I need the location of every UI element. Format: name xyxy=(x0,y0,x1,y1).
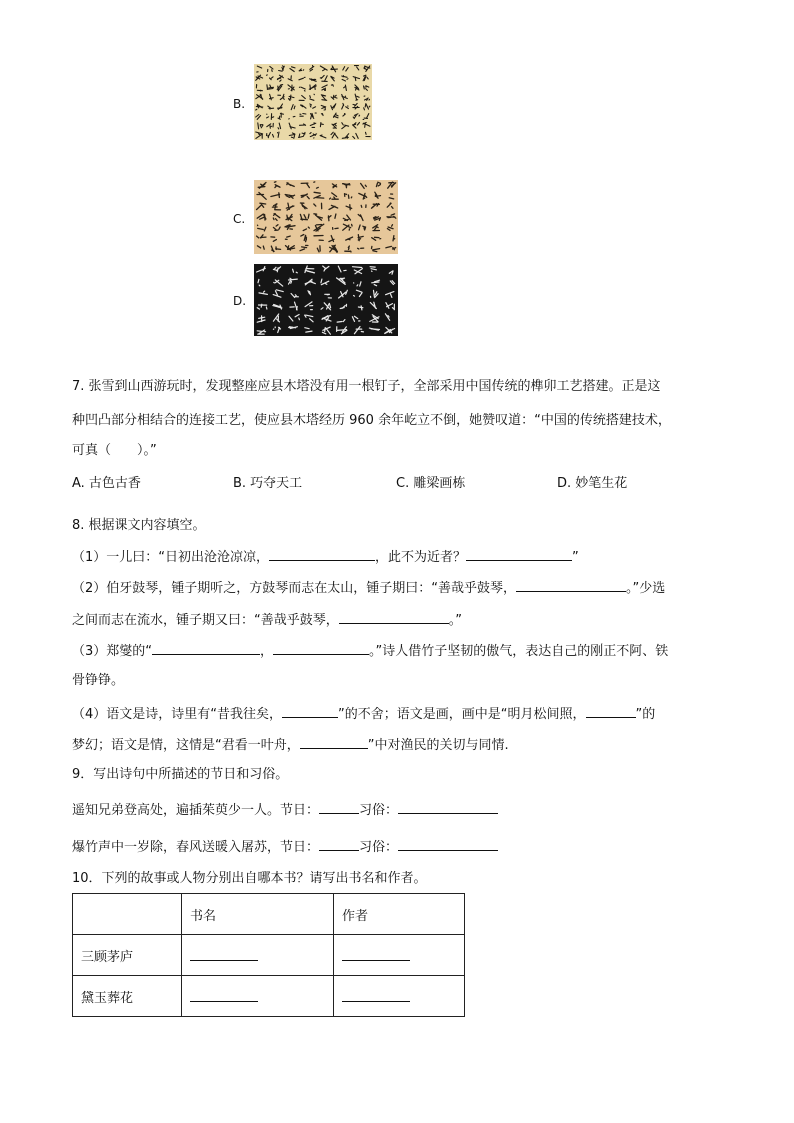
q9-row-1 xyxy=(72,799,498,821)
option-d-label: D. xyxy=(233,294,247,308)
table-row xyxy=(73,976,465,1017)
q9-1-festival-label: 节日： xyxy=(280,803,320,818)
table-row xyxy=(73,935,465,976)
q7-option-b: B. 巧夺天工 xyxy=(233,476,303,491)
q9-2-custom-blank[interactable] xyxy=(398,836,498,851)
q8-3-text-c: 。”诗人借竹子坚韧的傲气，表达自己的刚正不阿、铁 xyxy=(369,644,669,659)
book-title-blank-cell[interactable] xyxy=(182,976,334,1017)
q9-2-poem: 爆竹声中一岁除，春风送暖入屠苏， xyxy=(72,840,281,855)
q8-4-blank-3[interactable] xyxy=(300,734,368,749)
q8-1-blank-2[interactable] xyxy=(466,546,572,561)
q10-title: 10．下列的故事或人物分别出自哪本书？请写出书名和作者。 xyxy=(72,871,427,886)
q8-4-text-d: 梦幻；语文是情，这情是“君看一叶舟， xyxy=(72,738,300,753)
q9-1-custom-label: 习俗： xyxy=(359,803,399,818)
q9-1-festival-blank[interactable] xyxy=(319,799,359,814)
author-blank-cell[interactable] xyxy=(334,976,465,1017)
book-title-blank[interactable] xyxy=(190,946,258,961)
calligraphy-image-c xyxy=(254,180,398,254)
q8-3-blank-2[interactable] xyxy=(273,640,369,655)
table-header-cell: 书名 xyxy=(182,894,334,935)
q8-4-blank-2[interactable] xyxy=(586,703,636,718)
q7-option-d: D. 妙笔生花 xyxy=(557,476,628,491)
table-header-cell xyxy=(73,894,182,935)
q9-title: 9．写出诗句中所描述的节日和习俗。 xyxy=(72,767,289,782)
q7-option-c: C. 雕梁画栋 xyxy=(396,476,466,491)
q8-3-text-b: ， xyxy=(260,644,274,659)
table-header-cell: 作者 xyxy=(334,894,465,935)
book-title-blank-cell[interactable] xyxy=(182,935,334,976)
q8-4-text-b: ”的不舍；语文是画，画中是“明月松间照， xyxy=(338,707,586,722)
q10-table xyxy=(72,893,465,1017)
q7-line-3: 可真（ ）。” xyxy=(72,443,157,458)
q7-option-a: A. 古色古香 xyxy=(72,476,141,491)
q8-item-3-line-2: 骨铮铮。 xyxy=(72,673,125,688)
q8-3-blank-1[interactable] xyxy=(152,640,260,655)
q8-4-text-a: （4）语文是诗，诗里有“昔我往矣， xyxy=(72,707,283,722)
q7-line-2: 种凹凸部分相结合的连接工艺，使应县木塔经历 960 余年屹立不倒，她赞叹道：“中国的传统搭建技术， xyxy=(72,413,671,428)
q8-1-text-a: （1）一儿曰：“日初出沧沧凉凉， xyxy=(72,550,270,565)
q8-2-blank-2[interactable] xyxy=(339,609,449,624)
q8-2-text-b: 。”少选 xyxy=(626,581,666,596)
q8-4-blank-1[interactable] xyxy=(282,703,338,718)
q9-2-festival-blank[interactable] xyxy=(319,836,359,851)
q8-item-4-line-2 xyxy=(72,734,509,756)
q8-1-text-b: ，此不为近者？ xyxy=(375,550,467,565)
q8-4-text-c: ”的 xyxy=(635,707,656,722)
q9-row-2 xyxy=(72,836,498,858)
q7-line-1: 7. 张雪到山西游玩时，发现整座应县木塔没有用一根钉子，全部采用中国传统的榫卯工艺搭建。正是这 xyxy=(72,379,661,394)
q8-item-2-line-2 xyxy=(72,609,462,631)
calligraphy-image-b xyxy=(254,64,372,140)
q8-1-text-c: ” xyxy=(572,550,579,565)
author-blank[interactable] xyxy=(342,987,410,1002)
q8-1-blank-1[interactable] xyxy=(269,546,375,561)
q8-title: 8. 根据课文内容填空。 xyxy=(72,518,206,533)
q8-2-blank-1[interactable] xyxy=(516,577,626,592)
q9-1-custom-blank[interactable] xyxy=(398,799,498,814)
book-title-blank[interactable] xyxy=(190,987,258,1002)
q8-3-text-a: （3）郑燮的“ xyxy=(72,644,153,659)
q8-item-4-line-1 xyxy=(72,703,655,725)
table-header-row xyxy=(73,894,465,935)
rubbing-image-d xyxy=(254,264,398,336)
q8-item-1 xyxy=(72,546,579,568)
author-blank[interactable] xyxy=(342,946,410,961)
q8-2-text-a: （2）伯牙鼓琴，锺子期听之，方鼓琴而志在太山，锺子期曰：“善哉乎鼓琴， xyxy=(72,581,517,596)
q8-2-text-d: 。” xyxy=(448,613,462,628)
q9-2-festival-label: 节日： xyxy=(280,840,320,855)
q9-2-custom-label: 习俗： xyxy=(359,840,399,855)
option-c-label: C. xyxy=(233,212,246,226)
author-blank-cell[interactable] xyxy=(334,935,465,976)
q9-1-poem: 遥知兄弟登高处，遍插茱萸少一人。 xyxy=(72,803,281,818)
row-item-label: 三顾茅庐 xyxy=(73,935,182,976)
q8-item-2-line-1 xyxy=(72,577,665,599)
q8-4-text-e: ”中对渔民的关切与同情. xyxy=(367,738,509,753)
q8-2-text-c: 之间而志在流水，锺子期又曰：“善哉乎鼓琴， xyxy=(72,613,339,628)
q8-item-3-line-1 xyxy=(72,640,668,662)
option-b-label: B. xyxy=(233,97,246,111)
row-item-label: 黛玉葬花 xyxy=(73,976,182,1017)
